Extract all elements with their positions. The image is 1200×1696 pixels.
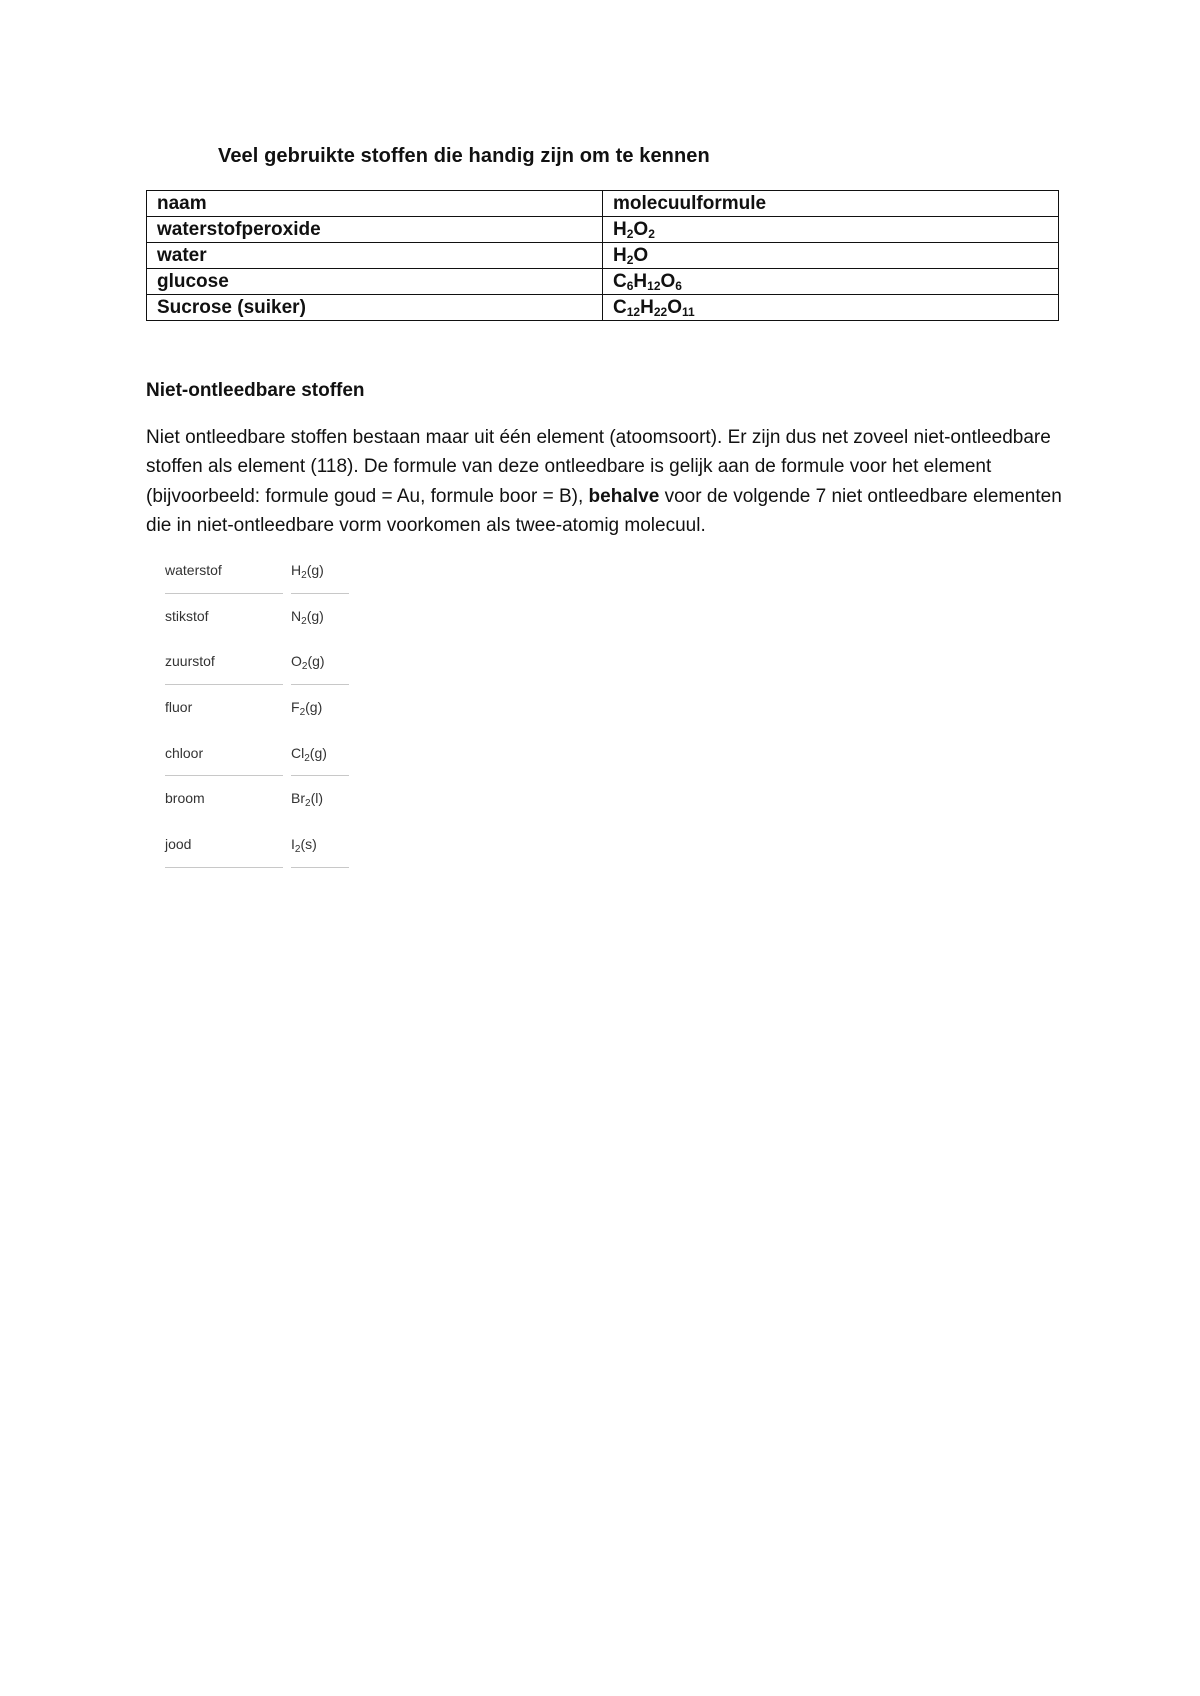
formula-symbol: C xyxy=(613,271,627,292)
intro-paragraph xyxy=(146,423,1066,540)
element-name: zuurstof xyxy=(165,653,215,670)
formula-symbol: H xyxy=(613,245,627,266)
element-subscript: 2 xyxy=(305,798,311,810)
element-subscript: 2 xyxy=(301,615,307,627)
element-symbol: I xyxy=(291,836,295,853)
element-state: (g) xyxy=(306,607,324,624)
formula-symbol: O xyxy=(660,271,676,292)
formula-symbol: H xyxy=(613,219,627,240)
table-row xyxy=(147,243,1059,269)
element-formula xyxy=(291,699,349,719)
element-formula xyxy=(291,836,349,856)
formula-symbol: C xyxy=(613,297,627,318)
element-formula xyxy=(291,653,349,673)
formula-subscript: 12 xyxy=(647,279,661,293)
substance-name: glucose xyxy=(147,269,603,295)
molecule-table-body xyxy=(147,217,1059,321)
diatomic-element-list xyxy=(165,548,355,868)
element-formula xyxy=(291,607,349,627)
molecular-formula xyxy=(603,269,1059,295)
formula-subscript: 22 xyxy=(653,305,668,319)
element-row xyxy=(165,639,355,685)
formula-subscript: 2 xyxy=(626,253,634,267)
formula-subscript: 11 xyxy=(681,305,695,319)
element-symbol: Br xyxy=(291,790,305,807)
element-symbol: F xyxy=(291,699,300,716)
element-row xyxy=(165,731,355,777)
element-row xyxy=(165,822,355,868)
paragraph-text-end: voor de volgende 7 niet ontleedbare elementen die in niet-ontleedbare vorm voorkomen als twee-atomig molecuul. xyxy=(146,485,1062,536)
element-name: jood xyxy=(165,836,192,853)
element-symbol: H xyxy=(291,562,302,578)
element-subscript: 2 xyxy=(301,661,308,673)
element-state: (g) xyxy=(307,653,325,670)
element-subscript: 2 xyxy=(301,570,307,581)
element-subscript: 2 xyxy=(294,844,301,856)
element-name: chloor xyxy=(165,744,204,761)
formula-symbol: O xyxy=(633,245,649,266)
element-name: broom xyxy=(165,790,205,807)
molecular-formula xyxy=(603,295,1059,321)
element-row xyxy=(165,776,355,822)
element-symbol: N xyxy=(291,607,302,624)
page-title: Veel gebruikte stoffen die handig zijn om te kennen xyxy=(218,145,710,167)
element-subscript: 2 xyxy=(299,707,306,719)
element-state: (g) xyxy=(306,562,324,578)
element-formula xyxy=(291,744,349,764)
formula-symbol: H xyxy=(640,297,654,318)
formula-symbol: O xyxy=(667,297,682,318)
element-state: (l) xyxy=(310,790,323,807)
element-name: fluor xyxy=(165,699,193,716)
element-state: (g) xyxy=(309,744,327,761)
molecular-formula xyxy=(603,217,1059,243)
element-formula xyxy=(291,790,349,810)
element-name: stikstof xyxy=(165,607,209,624)
column-header-name: naam xyxy=(147,191,603,217)
element-row xyxy=(165,685,355,731)
table-row xyxy=(147,217,1059,243)
element-row xyxy=(165,548,355,594)
element-state: (s) xyxy=(300,836,317,853)
element-row xyxy=(165,594,355,640)
substance-name: waterstofperoxide xyxy=(147,217,603,243)
element-symbol: O xyxy=(291,653,302,670)
element-symbol: Cl xyxy=(291,744,305,761)
element-state: (g) xyxy=(305,699,323,716)
table-row xyxy=(147,269,1059,295)
element-subscript: 2 xyxy=(304,752,310,764)
element-formula xyxy=(291,562,349,581)
paragraph-text-start: Niet ontleedbare stoffen bestaan maar uit één element (atoomsoort). Er zijn dus net zoveel niet-ontleedbare stoffen als element (118). De formule van deze ontleedbare is gelijk aan de formule voor het element (bijvoorbeeld: formule goud = Au, formule boor = B), xyxy=(146,427,1051,507)
element-name: waterstof xyxy=(165,562,222,578)
molecular-formula xyxy=(603,243,1059,269)
table-row xyxy=(147,295,1059,321)
table-header-row xyxy=(147,191,1059,217)
formula-subscript: 2 xyxy=(648,227,655,241)
column-header-formula: molecuulformule xyxy=(603,191,1059,217)
formula-symbol: O xyxy=(633,219,649,240)
formula-subscript: 12 xyxy=(626,305,641,319)
section-heading: Niet-ontleedbare stoffen xyxy=(146,380,365,401)
substance-name: water xyxy=(147,243,603,269)
paragraph-bold-word: behalve xyxy=(588,485,660,507)
formula-subscript: 6 xyxy=(626,279,634,293)
formula-subscript: 6 xyxy=(675,279,682,293)
formula-subscript: 2 xyxy=(626,227,634,241)
molecule-table xyxy=(146,190,1059,321)
substance-name: Sucrose (suiker) xyxy=(147,295,603,321)
formula-symbol: H xyxy=(633,271,648,292)
